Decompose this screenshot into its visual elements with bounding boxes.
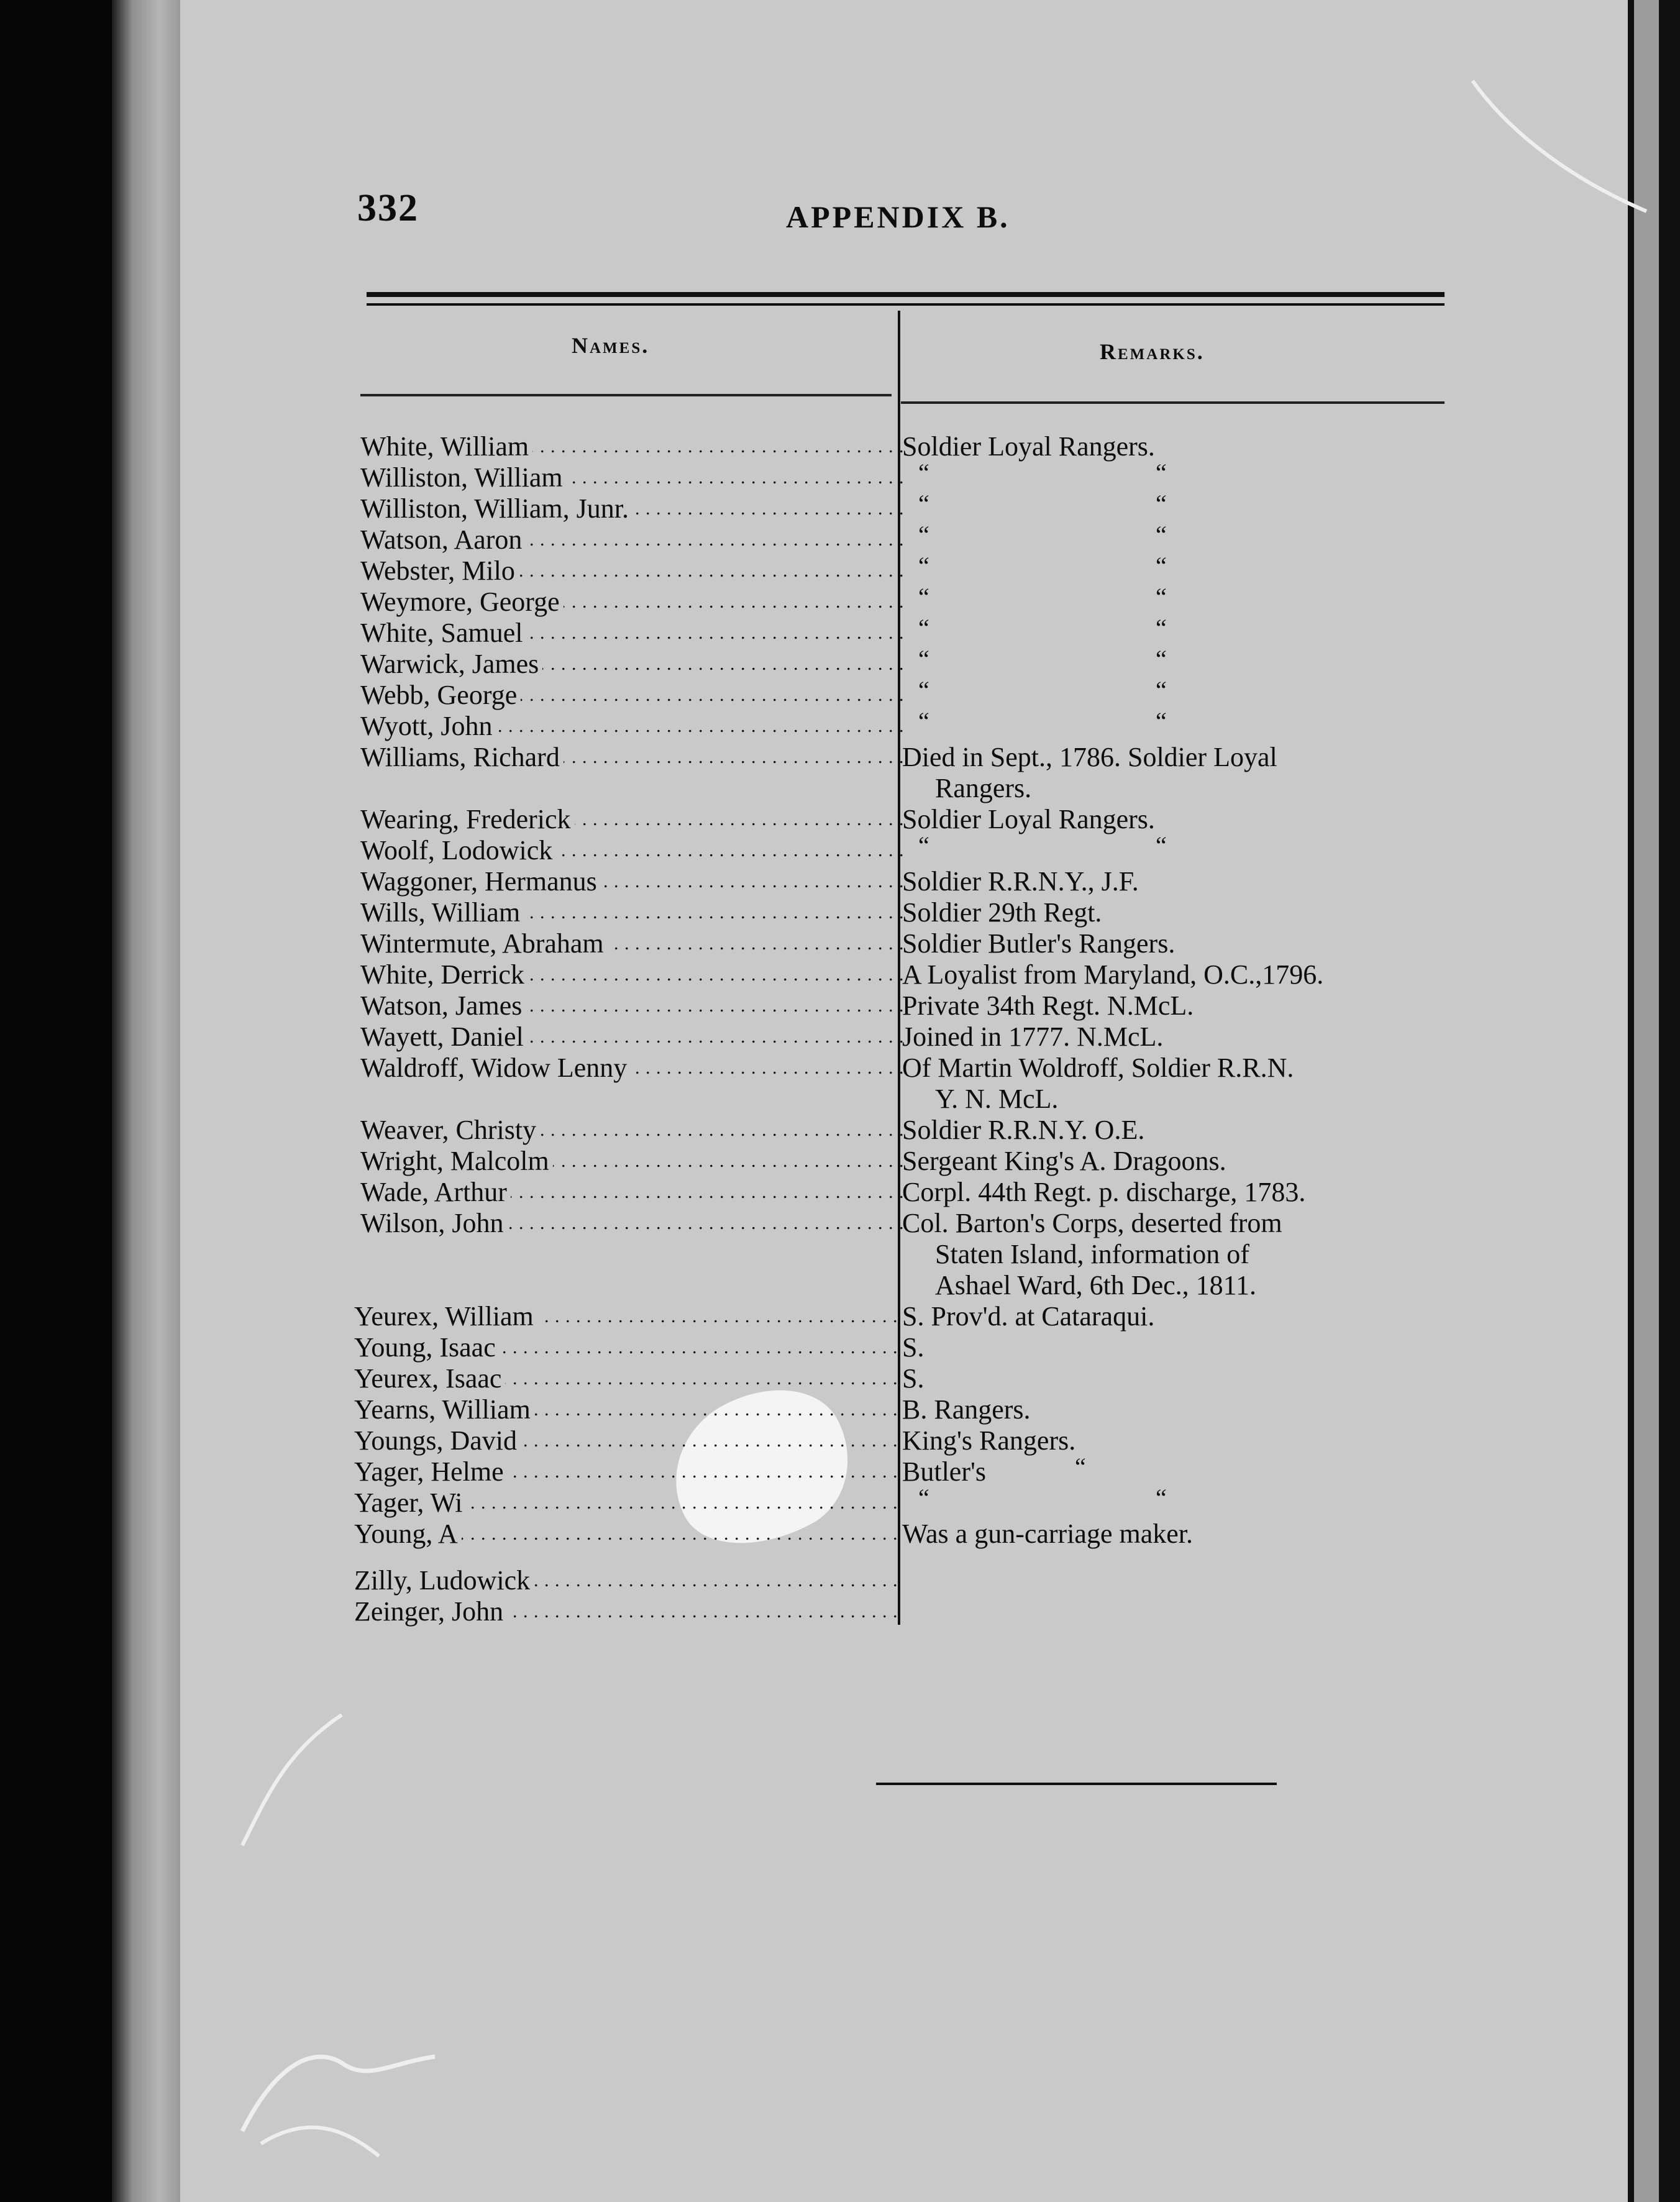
entry-remark: Soldier Loyal Rangers. (902, 804, 1155, 834)
scratch-mark (1466, 68, 1653, 217)
entry-name (354, 1519, 901, 1549)
entry-name-text: Zeinger, John (354, 1597, 507, 1627)
entry-remark: S. (902, 1332, 924, 1363)
entry-name (360, 1115, 907, 1145)
entry-name-text: Yeurex, Isaac (354, 1364, 505, 1394)
ditto-mark: “ (918, 490, 929, 518)
entry-name-text: Wilson, John (360, 1208, 507, 1238)
entry-name-text: White, William (360, 432, 532, 462)
entry-name (360, 805, 907, 834)
entry-name-text: Webster, Milo (360, 556, 519, 586)
scratch-mark-lower (236, 2007, 441, 2162)
ditto-mark: “ (1156, 521, 1167, 549)
ditto-mark: “ (1156, 676, 1167, 704)
entry-name (360, 1177, 907, 1207)
header-rule-thick (367, 292, 1445, 297)
entry-name-text: White, Derrick (360, 960, 528, 990)
remarks-column-header: Remarks. (1100, 339, 1205, 364)
ditto-mark: “ (1156, 459, 1167, 487)
entry-name-text: Wearing, Frederick (360, 805, 575, 834)
entry-name (360, 432, 907, 462)
entry-name-text: Young, Isaac (354, 1333, 500, 1363)
entry-name-text: Youngs, David (354, 1426, 521, 1456)
entry-name (360, 618, 907, 648)
entry-remark-continuation: Y. N. McL. (935, 1084, 1059, 1114)
entry-name (360, 680, 907, 710)
entry-name (354, 1566, 901, 1596)
entry-remark: B. Rangers. (902, 1394, 1031, 1425)
names-column-header: Names. (572, 333, 650, 358)
ditto-mark: “ (918, 552, 929, 580)
entry-remark: Soldier Butler's Rangers. (902, 928, 1176, 959)
ditto-mark: “ (1156, 645, 1167, 673)
entry-name-text: Wills, William (360, 898, 524, 928)
ditto-mark: “ (918, 614, 929, 642)
entry-remark: S. (902, 1363, 924, 1394)
entry-name (360, 1053, 907, 1083)
entry-name (360, 525, 907, 555)
entry-name (360, 898, 907, 928)
entry-name-text: Weaver, Christy (360, 1115, 540, 1145)
running-head: APPENDIX B. (786, 199, 1010, 234)
entry-remark: Soldier R.R.N.Y., J.F. (902, 866, 1139, 897)
entry-remark: S. Prov'd. at Cataraqui. (902, 1301, 1155, 1332)
entry-remark: Was a gun-carriage maker. (902, 1519, 1193, 1549)
entry-remark: King's Rangers. (902, 1425, 1076, 1456)
entry-name-text: Webb, George (360, 680, 521, 710)
entry-name (360, 742, 907, 772)
entry-name (354, 1302, 901, 1332)
entry-name-text: Waggoner, Hermanus (360, 867, 601, 897)
entry-name-text: Yager, Wi (354, 1488, 467, 1518)
book-spine (112, 0, 180, 2202)
entry-name-text: Williston, William, Junr. (360, 494, 632, 524)
entry-remark: Soldier 29th Regt. (902, 897, 1102, 928)
entry-remark-continuation: Staten Island, information of (935, 1239, 1249, 1269)
remarks-header-rule (901, 401, 1445, 404)
entry-remark: Butler's (902, 1456, 987, 1487)
ditto-mark: “ (918, 676, 929, 704)
ditto-mark: “ (918, 1484, 929, 1512)
entry-name (360, 587, 907, 617)
entry-name (354, 1395, 901, 1425)
entry-remark: Sergeant King's A. Dragoons. (902, 1146, 1226, 1176)
ditto-mark: “ (918, 645, 929, 673)
page-number: 332 (357, 187, 419, 229)
entry-name (360, 463, 907, 493)
entry-remark: Died in Sept., 1786. Soldier Loyal (902, 742, 1277, 772)
entry-name-text: Weymore, George (360, 587, 564, 617)
entry-name-text: Williams, Richard (360, 742, 564, 772)
entry-name (354, 1488, 901, 1518)
entry-name (360, 991, 907, 1021)
entry-name-text: Watson, Aaron (360, 525, 526, 555)
entry-name (360, 929, 907, 959)
header-rule-thin (367, 303, 1445, 306)
ditto-mark: “ (1156, 707, 1167, 735)
entry-name (360, 867, 907, 897)
entry-name (360, 1208, 907, 1238)
entry-name (354, 1457, 901, 1487)
entry-name-text: Yearns, William (354, 1395, 534, 1425)
ditto-mark: “ (918, 521, 929, 549)
entry-name (360, 836, 907, 866)
entry-name (360, 649, 907, 679)
ditto-mark: “ (1156, 490, 1167, 518)
entry-name-text: Watson, James (360, 991, 526, 1021)
entry-name-text: Wayett, Daniel (360, 1022, 527, 1052)
entry-name (360, 556, 907, 586)
entry-remark-continuation: Rangers. (935, 773, 1032, 803)
ditto-mark: “ (1156, 552, 1167, 580)
next-page-edge (1634, 0, 1659, 2202)
entry-name-text: Waldroff, Widow Lenny (360, 1053, 631, 1083)
ditto-mark: “ (1156, 583, 1167, 611)
entry-remark: Col. Barton's Corps, deserted from (902, 1208, 1282, 1238)
entry-remark: A Loyalist from Maryland, O.C.,1796. (902, 959, 1324, 990)
ditto-mark: “ (918, 707, 929, 735)
entry-remark: Of Martin Woldroff, Soldier R.R.N. (902, 1053, 1294, 1083)
entry-name (360, 711, 907, 741)
entry-name (360, 494, 907, 524)
entry-name (354, 1597, 901, 1627)
entry-name-text: Wright, Malcolm (360, 1146, 553, 1176)
entry-remark: Joined in 1777. N.McL. (902, 1021, 1164, 1052)
entry-remark: Soldier Loyal Rangers. (902, 431, 1155, 462)
ditto-mark: “ (918, 459, 929, 487)
entry-name-text: Warwick, James (360, 649, 542, 679)
entry-remark: Soldier R.R.N.Y. O.E. (902, 1115, 1145, 1145)
ditto-mark: “ (1156, 614, 1167, 642)
ditto-mark: “ (918, 583, 929, 611)
entry-name-text: Zilly, Ludowick (354, 1566, 534, 1596)
end-rule (876, 1783, 1277, 1785)
entry-name-text: Young, A (354, 1519, 462, 1549)
entry-name-text: Wintermute, Abraham (360, 929, 608, 959)
entry-name (354, 1333, 901, 1363)
entry-name-text: Yeurex, William (354, 1302, 537, 1332)
book-page (180, 0, 1628, 2202)
entry-name-text: Wyott, John (360, 711, 496, 741)
entry-remark-continuation: Ashael Ward, 6th Dec., 1811. (935, 1270, 1256, 1300)
ditto-mark: “ (918, 831, 929, 859)
entry-remark: Private 34th Regt. N.McL. (902, 990, 1194, 1021)
entry-name (360, 1022, 907, 1052)
entry-name (360, 1146, 907, 1176)
entry-name (354, 1426, 901, 1456)
entry-name-text: Yager, Helme (354, 1457, 508, 1487)
ditto-mark: “ (1156, 1484, 1167, 1512)
entry-name-text: Wade, Arthur (360, 1177, 511, 1207)
entry-name-text: White, Samuel (360, 618, 527, 648)
entry-name-text: Williston, William (360, 463, 567, 493)
entry-remark: Corpl. 44th Regt. p. discharge, 1783. (902, 1177, 1306, 1207)
ditto-mark: “ (1075, 1453, 1086, 1481)
ditto-mark: “ (1156, 831, 1167, 859)
entry-name-text: Woolf, Lodowick (360, 836, 556, 866)
scratch-mark-middle (230, 1702, 379, 1852)
entry-name (354, 1364, 901, 1394)
names-header-rule (360, 394, 892, 396)
entry-name (360, 960, 907, 990)
